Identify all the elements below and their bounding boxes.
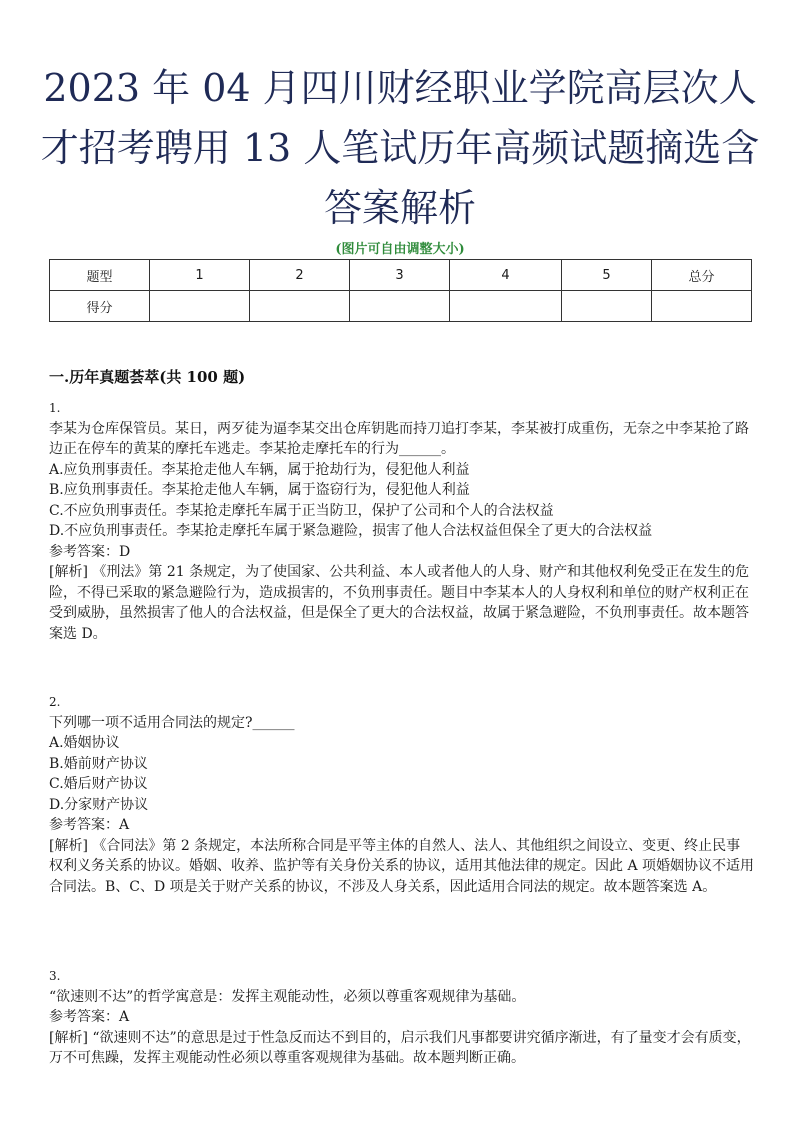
score-input-cell bbox=[350, 291, 450, 322]
option-c: C.婚后财产协议 bbox=[49, 776, 148, 792]
score-table-score-row bbox=[50, 291, 752, 322]
image-resize-note: (图片可自由调整大小) bbox=[335, 242, 465, 257]
title-line-2: 才招考聘用 13 人笔试历年高频试题摘选含 bbox=[40, 126, 760, 170]
score-table bbox=[49, 259, 752, 322]
score-input-cell bbox=[250, 291, 350, 322]
question-stem: 李某为仓库保管员。某日，两歹徒为逼李某交出仓库钥匙而持刀追打李某，李某被打成重伤，无奈之中李某抢了路边正在停车的黄某的摩托车逃走。李某抢走摩托车的行为______。 bbox=[49, 420, 749, 457]
question-number: 3. bbox=[49, 969, 61, 983]
option-d: D.分家财产协议 bbox=[49, 796, 149, 813]
title-line-3: 答案解析 bbox=[323, 186, 476, 230]
option-b: B.应负刑事责任。李某抢走他人车辆，属于盗窃行为，侵犯他人利益 bbox=[49, 482, 470, 498]
document-title bbox=[40, 58, 760, 238]
answer: 参考答案：D bbox=[49, 543, 131, 560]
section-heading: 一.历年真题荟萃(共 100 题) bbox=[49, 368, 246, 386]
question-number: 1. bbox=[49, 401, 61, 415]
option-b: B.婚前财产协议 bbox=[49, 755, 148, 772]
question-stem: 下列哪一项不适用合同法的规定?______ bbox=[49, 714, 295, 731]
table-cell: 题型 bbox=[50, 260, 150, 291]
table-cell: 3 bbox=[350, 260, 450, 291]
score-input-cell bbox=[562, 291, 652, 322]
answer: 参考答案：A bbox=[49, 817, 130, 833]
score-table-header-row bbox=[50, 260, 752, 291]
question-2 bbox=[49, 692, 754, 897]
score-input-cell bbox=[150, 291, 250, 322]
analysis: [解析] 《刑法》第 21 条规定，为了使国家、公共利益、本人或者他人的人身、财产和其他权利免受正在发生的危险，不得已采取的紧急避险行为，造成损害的，不负刑事责任。题目中李某本人的人身权利和单位的财产权利正在受到威胁，虽然损害了他人的合法权益，但是保全了更大的合法权益，故属于紧急避险，不负刑事责任。故本题答案选 D。 bbox=[49, 564, 750, 642]
question-3 bbox=[49, 966, 754, 1069]
question-number: 2. bbox=[49, 695, 61, 709]
question-1 bbox=[49, 398, 754, 644]
analysis: [解析] “欲速则不达”的意思是过于性急反而达不到目的，启示我们凡事都要讲究循序渐进，有了量变才会有质变，万不可焦躁，发挥主观能动性必须以尊重客观规律为基础。故本题判断正确。 bbox=[49, 1029, 751, 1066]
score-input-cell bbox=[652, 291, 752, 322]
answer: 参考答案：A bbox=[49, 1009, 130, 1025]
table-cell: 总分 bbox=[652, 260, 752, 291]
option-c: C.不应负刑事责任。李某抢走摩托车属于正当防卫，保护了公司和个人的合法权益 bbox=[49, 502, 554, 519]
table-cell: 4 bbox=[450, 260, 562, 291]
table-cell: 5 bbox=[562, 260, 652, 291]
option-a: A.应负刑事责任。李某抢走他人车辆，属于抢劫行为，侵犯他人利益 bbox=[49, 461, 470, 478]
question-stem: “欲速则不达”的哲学寓意是：发挥主观能动性，必须以尊重客观规律为基础。 bbox=[49, 988, 526, 1005]
title-line-1: 2023 年 04 月四川财经职业学院高层次人 bbox=[43, 66, 757, 110]
table-cell: 得分 bbox=[50, 291, 150, 322]
table-cell: 2 bbox=[250, 260, 350, 291]
option-d: D.不应负刑事责任。李某抢走摩托车属于紧急避险，损害了他人合法权益但保全了更大的合法权益 bbox=[49, 523, 653, 539]
option-a: A.婚姻协议 bbox=[49, 735, 120, 751]
table-cell: 1 bbox=[150, 260, 250, 291]
analysis: [解析] 《合同法》第 2 条规定，本法所称合同是平等主体的自然人、法人、其他组织之间设立、变更、终止民事权利义务关系的协议。婚姻、收养、监护等有关身份关系的协议，适用其他法律的规定。因此 A 项婚姻协议不适用合同法。B、C、D 项是关于财产关系的协议，不涉及人身关系，因此适用合同法的规定。故本题答案选 A。 bbox=[49, 837, 755, 895]
score-input-cell bbox=[450, 291, 562, 322]
